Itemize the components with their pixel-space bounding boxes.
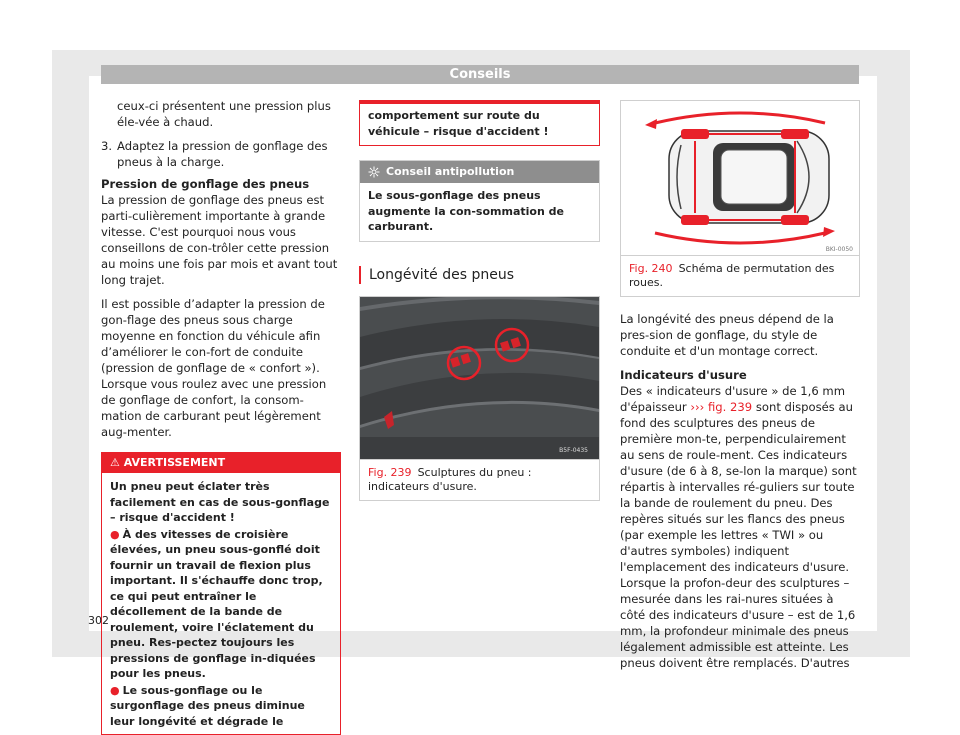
subheading-wear-indicators: Indicateurs d'usure bbox=[620, 368, 747, 382]
bullet-icon: ● bbox=[110, 527, 120, 541]
section-title-tire-longevity: Longévité des pneus bbox=[359, 266, 600, 284]
list-item-number: 3. bbox=[101, 139, 113, 153]
warning-box bbox=[101, 452, 341, 735]
bullet-icon: ● bbox=[110, 683, 120, 697]
paragraph: Il est possible d’adapter la pression de gon-flage des pneus sous charge moyenne en fonction du véhicule afin d’améliorer le con-fort de conduite (pression de gonflage de « confort »). Lorsque vous roulez avec une pression de gonflage de confort, la consom-mation de carburant peut légèrement aug-menter. bbox=[101, 297, 327, 439]
environment-note-text: Le sous-gonflage des pneus augmente la con-sommation de carburant. bbox=[368, 189, 564, 233]
paragraph: Des « indicateurs d'usure » de 1,6 mm d'épaisseur ››› fig. 239 sont disposés au fond des sculptures des pneus de première mon-te, perpendiculairement au sens de roule-ment. Ces indicateurs d'usure (de 6 à 8, se-lon la marque) sont répartis à intervalles ré-guliers sur toute la bande de roulement du pneu. Des repères situés sur les flancs des pneus (par exemple les lettres « TWI » ou d'autres symboles) indiquent l'emplacement des indicateurs d'usure. Lorsque la profon-deur des sculptures – mesurée dans les rai-nures situées à côté des indicateurs d'usure – est de 1,6 mm, la profondeur minimale des pneus légalement admissible est atteinte. Les pneus doivent être remplacés. D'autres bbox=[620, 384, 857, 670]
list-item-3 bbox=[101, 138, 341, 170]
warning-title: AVERTISSEMENT bbox=[123, 456, 226, 469]
list-item-text: Adaptez la pression de gonflage des pneus à la charge. bbox=[117, 139, 328, 169]
environment-note-box bbox=[359, 160, 600, 242]
warning-box-continuation: comportement sur route du véhicule – risque d'accident ! bbox=[359, 100, 600, 146]
column-left bbox=[101, 98, 341, 735]
page-header: Conseils bbox=[101, 65, 859, 84]
subheading-tire-pressure: Pression de gonflage des pneus bbox=[101, 177, 310, 191]
paragraph: La longévité des pneus dépend de la pres-sion de gonflage, du style de conduite et d'un montage correct. bbox=[620, 312, 834, 358]
warning-triangle-icon: ⚠ bbox=[110, 456, 120, 469]
page-number: 302 bbox=[88, 614, 109, 627]
svg-text:BKI-0050: BKI-0050 bbox=[825, 246, 853, 253]
tire-tread-image bbox=[360, 297, 599, 459]
figure-reference-link[interactable]: ››› fig. 239 bbox=[690, 400, 753, 414]
figure-caption bbox=[621, 255, 859, 296]
paragraph: La pression de gonflage des pneus est parti-culièrement importante à grande vitesse. C'est pourquoi nous vous conseillons de con-trôler cette pression au moins une fois par mois et avant tout long trajet. bbox=[101, 193, 338, 287]
figure-240 bbox=[620, 100, 860, 297]
warning-lead: Un pneu peut éclater très facilement en cas de sous-gonflage – risque d'accident ! bbox=[110, 480, 330, 524]
warning-box-header bbox=[102, 453, 340, 473]
figure-caption-text: Schéma de permutation des roues. bbox=[629, 262, 835, 289]
warning-bullet: ● À des vitesses de croisière élevées, un pneu sous-gonflé doit fournir un travail de flexion plus important. Il s'échauffe donc trop, ce qui peut entraîner le décollement de la bande de roulement, voire l'éclatement du pneu. Res-pectez toujours les pressions de gonflage in-diquées pour les pneus. bbox=[110, 527, 323, 680]
leaf-icon bbox=[368, 166, 380, 178]
svg-text:B5F-0435: B5F-0435 bbox=[559, 446, 588, 454]
warning-box-body bbox=[102, 473, 340, 734]
wheel-rotation-diagram bbox=[621, 101, 859, 255]
figure-caption-text: Sculptures du pneu : indicateurs d'usure. bbox=[368, 465, 532, 493]
environment-note-header bbox=[360, 161, 599, 183]
figure-caption bbox=[360, 459, 599, 500]
list-item-continuation: ceux-ci présentent une pression plus éle-vée à chaud. bbox=[117, 99, 331, 129]
column-right bbox=[620, 100, 860, 679]
warning-bullet: ● Le sous-gonflage ou le surgonflage des pneus diminue leur longévité et dégrade le bbox=[110, 683, 305, 728]
environment-note-title: Conseil antipollution bbox=[386, 165, 515, 178]
column-middle bbox=[359, 100, 600, 501]
figure-239 bbox=[359, 296, 600, 501]
figure-label: Fig. 239 bbox=[368, 465, 412, 479]
figure-label: Fig. 240 bbox=[629, 262, 673, 275]
